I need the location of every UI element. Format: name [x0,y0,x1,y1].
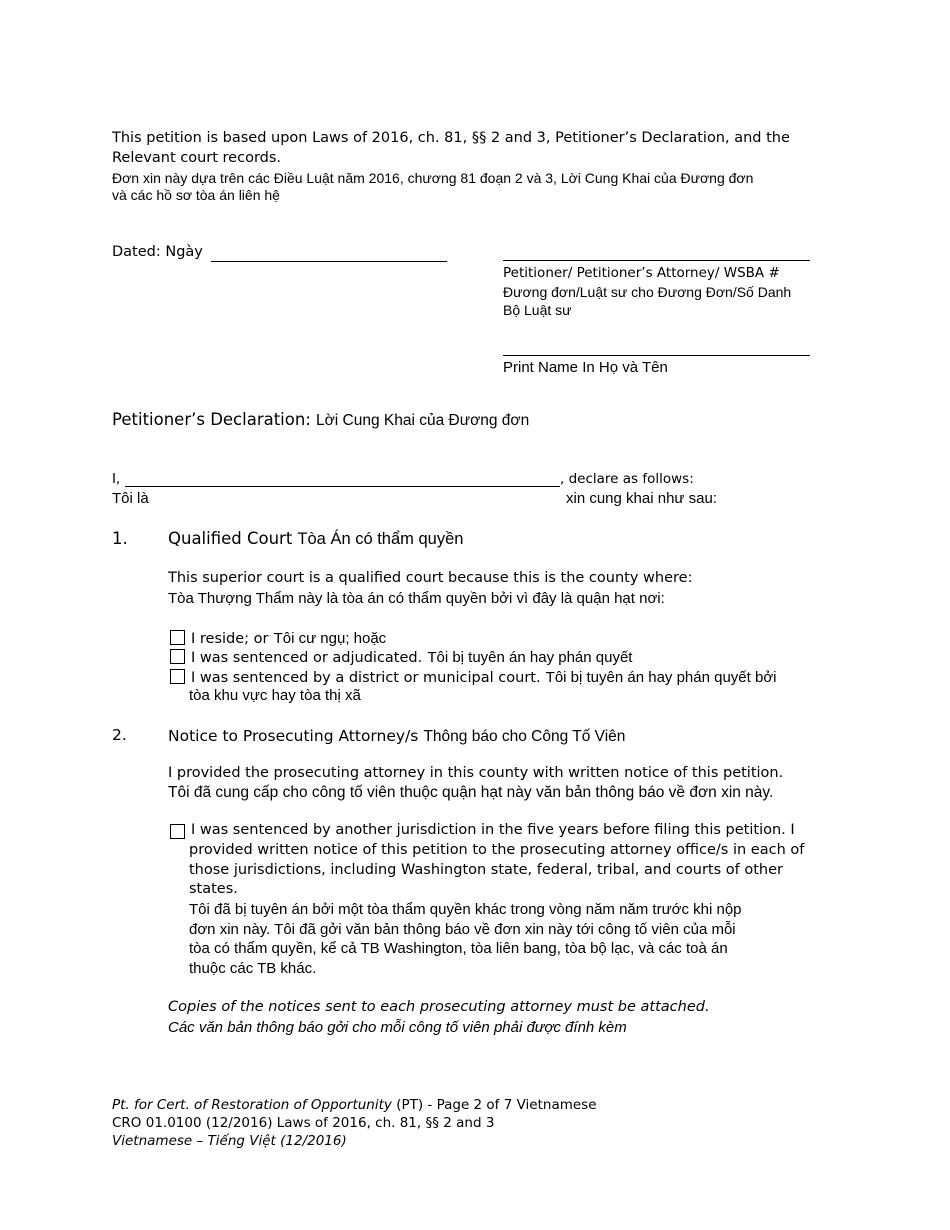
declaration-heading-vi: Lời Cung Khai của Đương đơn [315,412,530,429]
dated-field[interactable] [211,261,447,262]
other-jurisdiction-vi-4: thuộc các TB khác. [189,960,317,977]
declaration-heading-en: Petitioner’s Declaration: [112,410,311,429]
dated-label: Dated: Ngày [112,244,203,260]
section-2-number: 2. [112,726,127,744]
intro-vi-line-1: Đơn xin này dựa trên các Điều Luật năm 2016, chương 81 đoạn 2 và 3, Lời Cung Khai của Đương đơn [112,170,754,186]
section-1-body-en: This superior court is a qualified court because this is the county where: [168,570,693,586]
district-court-checkbox[interactable] [170,669,185,684]
sentenced-option-vi: Tôi bị tuyên án hay phán quyết [427,649,633,666]
section-2-title-vi: Thông báo cho Công Tố Viên [423,728,626,745]
i-label: I, [112,471,121,487]
section-1-number: 1. [112,529,128,548]
reside-option-en: I reside; or [191,631,269,647]
declare-vi: xin cung khai như sau: [566,490,717,507]
reside-option-vi: Tôi cư ngụ; hoặc [273,630,387,647]
intro-line-1: This petition is based upon Laws of 2016, ch. 81, §§ 2 and 3, Petitioner’s Declaration, and the [112,130,790,146]
reside-option [191,628,386,647]
section-1-title [168,529,463,549]
petitioner-signature-line[interactable] [503,260,810,261]
district-court-option-vi: Tôi bị tuyên án hay phán quyết bởi [545,669,777,686]
other-jurisdiction-vi-1: Tôi đã bị tuyên án bởi một tòa thẩm quyền khác trong vòng năm năm trước khi nộp [189,901,742,918]
district-court-option-en: I was sentenced by a district or municipal court. [191,670,541,686]
sentenced-option-en: I was sentenced or adjudicated. [191,650,423,666]
other-jurisdiction-vi-3: tòa có thẩm quyền, kể cả TB Washington, tòa liên bang, tòa bộ lạc, và các toà án [189,940,728,957]
intro-vi-line-2: và các hồ sơ tòa án liên hệ [112,187,280,203]
section-1-body-vi: Tòa Thượng Thẩm này là tòa án có thẩm quyền bởi vì đây là quận hạt nơi: [168,590,665,607]
print-name-label: Print Name In Họ và Tên [503,359,668,376]
petitioner-vi-label-1: Đương đơn/Luật sư cho Đương Đơn/Số Danh [503,284,792,300]
other-jurisdiction-en-2: provided written notice of this petition to the prosecuting attorney office/s in each of [189,842,805,858]
declaration-heading [112,410,529,430]
section-1-title-vi: Tòa Án có thẩm quyền [297,530,464,548]
section-2-title-en: Notice to Prosecuting Attorney/s [168,727,419,745]
attach-note-en: Copies of the notices sent to each prosecuting attorney must be attached. [168,999,710,1015]
other-jurisdiction-vi-2: đơn xin này. Tôi đã gởi văn bản thông báo về đơn xin này tới công tố viên của mỗi [189,921,736,938]
section-2-body-en: I provided the prosecuting attorney in this county with written notice of this petition. [168,765,784,781]
section-2-body-vi: Tôi đã cung cấp cho công tố viên thuộc quận hạt này văn bản thông báo về đơn xin này. [168,784,774,801]
footer-page-info: (PT) - Page 2 of 7 Vietnamese [391,1097,597,1113]
petitioner-vi-label-2: Bộ Luật sư [503,302,572,318]
footer-line-3: Vietnamese – Tiếng Việt (12/2016) [112,1133,347,1149]
district-court-option-vi-2: tòa khu vực hay tòa thị xã [189,687,361,704]
reside-checkbox[interactable] [170,630,185,645]
other-jurisdiction-en-4: states. [189,881,238,897]
declarant-name-field[interactable] [125,486,560,487]
petitioner-label: Petitioner/ Petitioner’s Attorney/ WSBA # [503,265,780,281]
declare-as-follows: , declare as follows: [560,471,694,487]
other-jurisdiction-checkbox[interactable] [170,824,185,839]
print-name-line[interactable] [503,355,810,356]
other-jurisdiction-en-1: I was sentenced by another jurisdiction in the five years before filing this petition. I [191,822,795,838]
intro-line-2: Relevant court records. [112,150,282,166]
footer-line-2: CRO 01.0100 (12/2016) Laws of 2016, ch. 81, §§ 2 and 3 [112,1115,495,1131]
attach-note-vi: Các văn bản thông báo gởi cho mỗi công tố viên phải được đính kèm [168,1019,627,1036]
sentenced-option [191,647,632,666]
sentenced-checkbox[interactable] [170,649,185,664]
section-1-title-en: Qualified Court [168,529,293,548]
footer-form-title: Pt. for Cert. of Restoration of Opportunity [112,1097,392,1113]
toi-la-label: Tôi là [112,490,149,507]
footer-line-1 [112,1097,597,1113]
other-jurisdiction-en-3: those jurisdictions, including Washington state, federal, tribal, and courts of other [189,862,783,878]
district-court-option [191,667,777,686]
section-2-title [168,726,625,746]
